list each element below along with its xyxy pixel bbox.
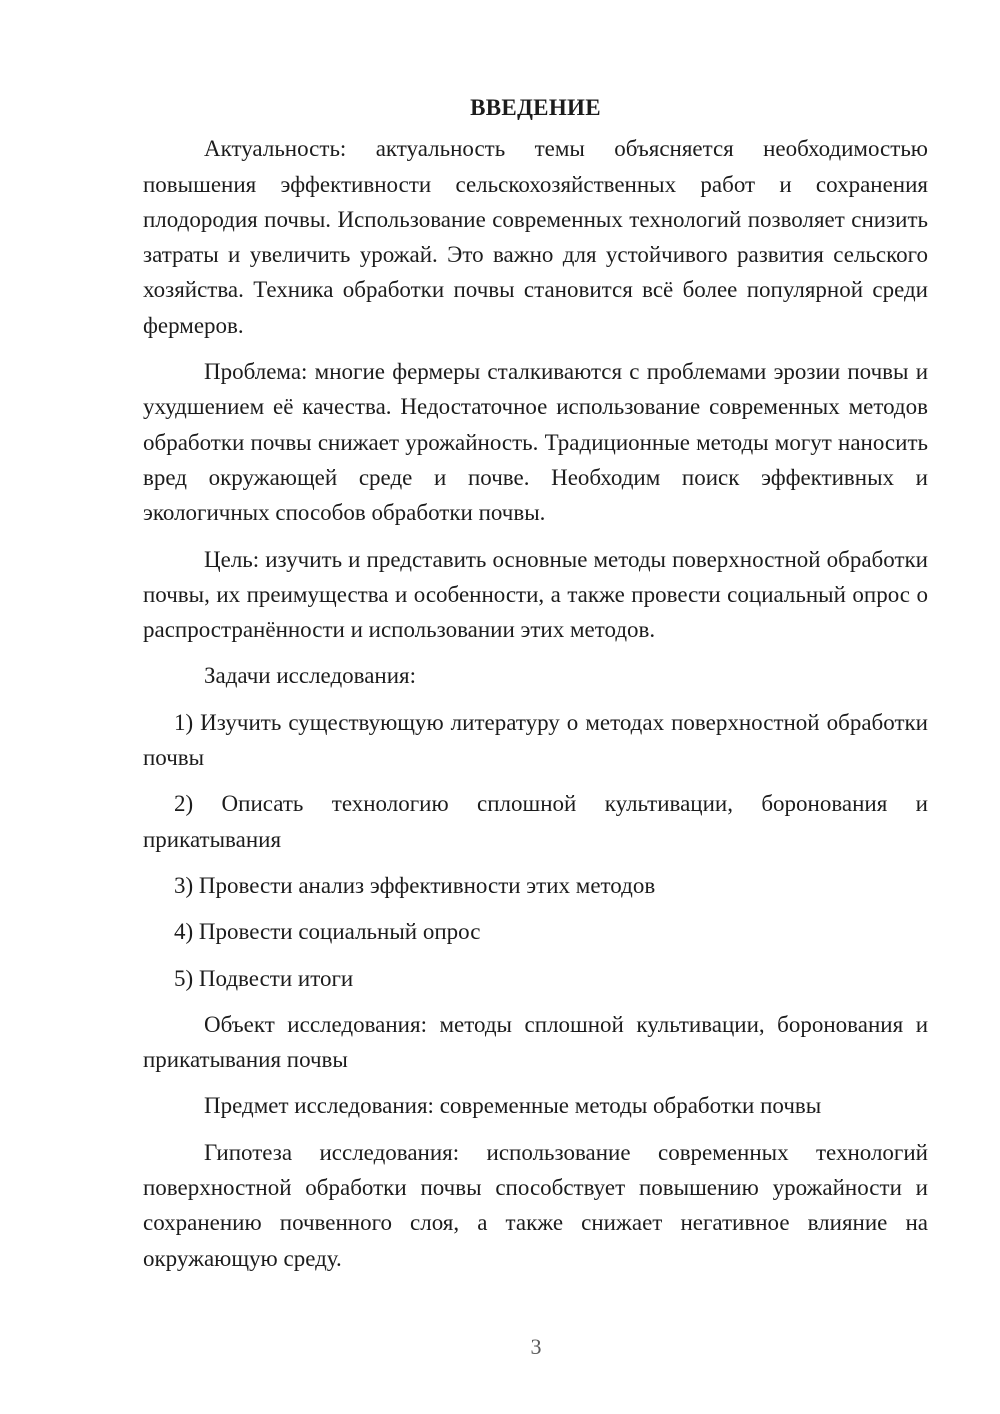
section-title: ВВЕДЕНИЕ [470,95,601,120]
document-page [143,90,928,1287]
goal-paragraph: Цель: изучить и представить основные методы поверхностной обработки почвы, их преимущества и особенности, а также провести социальный опрос о распространённости и использовании этих методов. [143,546,928,643]
task-item-4: 4) Провести социальный опрос [174,919,481,945]
subject-paragraph: Предмет исследования: современные методы обработки почвы [204,1093,822,1119]
hypothesis-paragraph: Гипотеза исследования: использование современных технологий поверхностной обработки почвы способствует повышению урожайности и сохранению почвенного слоя, а также снижает негативное влияние на окружающую среду. [143,1139,928,1271]
relevance-paragraph: Актуальность: актуальность темы объясняется необходимостью повышения эффективности сельскохозяйственных работ и сохранения плодородия почвы. Использование современных технологий позволяет снизить затраты и увеличить урожай. Это важно для устойчивого развития сельского хозяйства. Техника обработки почвы становится всё более популярной среди фермеров. [143,136,928,338]
page-number: 3 [530,1334,542,1359]
task-item-2: 2) Описать технологию сплошной культивации, боронования и прикатывания [143,791,928,852]
tasks-heading: Задачи исследования: [204,663,417,689]
task-item-5: 5) Подвести итоги [174,965,354,991]
problem-paragraph: Проблема: многие фермеры сталкиваются с проблемами эрозии почвы и ухудшением её качества. Недостаточное использование современных методов обработки почвы снижает урожайность. Традиционные методы могут наносить вред окружающей среде и почве. Необходим поиск эффективных и экологичных способов обработки почвы. [143,359,928,526]
task-item-3: 3) Провести анализ эффективности этих методов [174,872,656,898]
task-item-1: 1) Изучить существующую литературу о методах поверхностной обработки почвы [143,709,928,771]
object-paragraph: Объект исследования: методы сплошной культивации, боронования и прикатывания почвы [143,1011,928,1073]
